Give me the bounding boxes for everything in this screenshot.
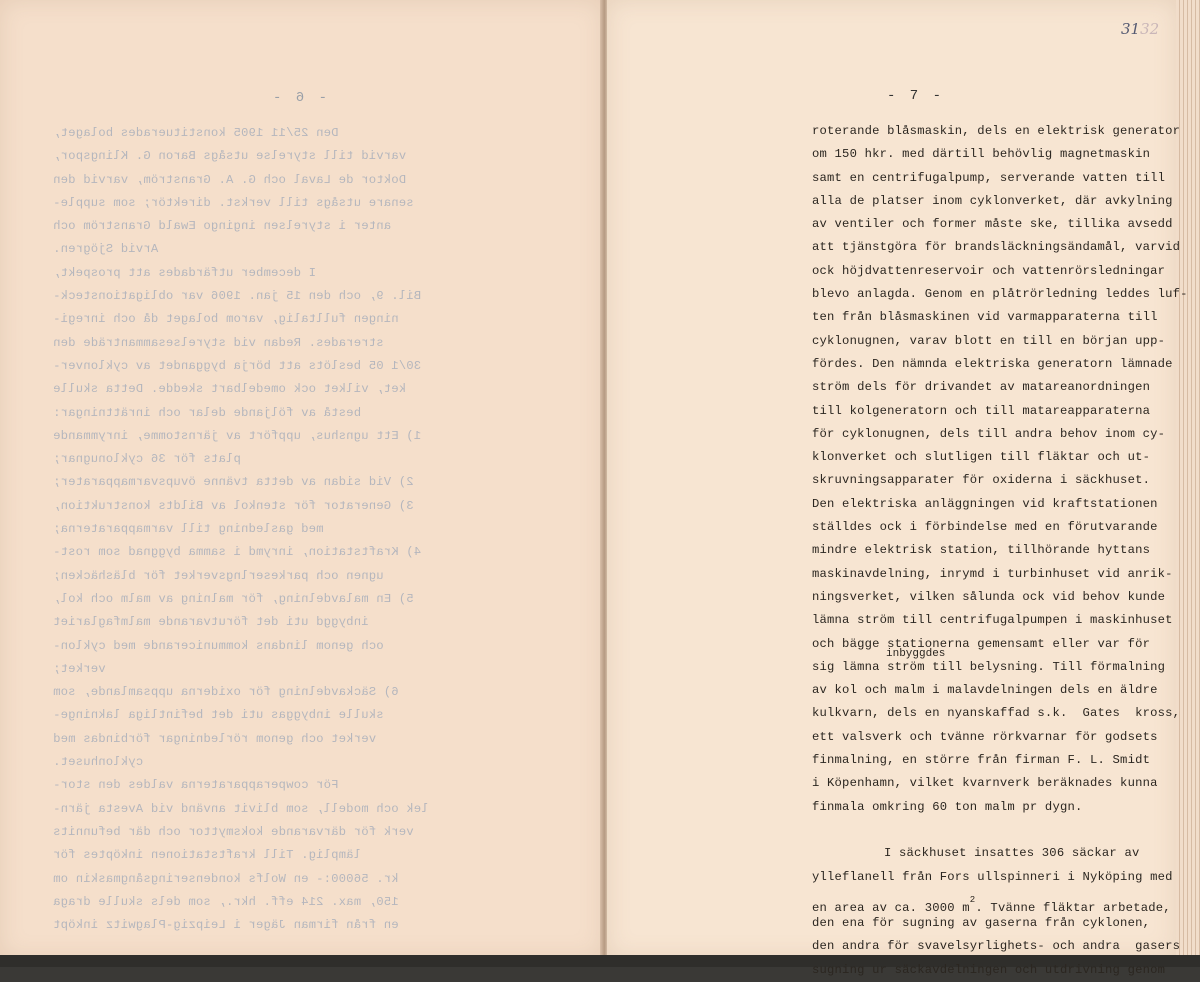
bleedthrough-line: inbyggd uti det förutvarande malmfaglariet bbox=[53, 615, 369, 630]
bleedthrough-line: cyklonhuset. bbox=[53, 755, 144, 770]
text-line: samt en centrifugalpump, serverande vatten till bbox=[812, 170, 1166, 185]
text-line: att tjänstgöra för brandsläckningsändamål, varvid bbox=[812, 240, 1181, 255]
bleedthrough-line: verket; bbox=[53, 661, 106, 676]
bleedthrough-line: 30/1 05 beslöts att börja byggandet av cyklonver- bbox=[53, 358, 422, 373]
bleedthrough-line: och genom lindans kommunicerande med cyklon- bbox=[53, 638, 384, 653]
text-line: den ena för sugning av gaserna från cyklonen, bbox=[812, 916, 1151, 931]
text-line: lämna ström till centrifugalpumpen i maskinhuset bbox=[812, 613, 1173, 628]
bleedthrough-line: verket och genom rörledningar förbindas med bbox=[53, 731, 377, 746]
right-page-number: - 7 - bbox=[887, 88, 945, 104]
bleedthrough-line: en från firman Jäger i Leipzig-Plagwitz inköpt bbox=[53, 918, 399, 933]
left-page-bleedthrough-text bbox=[53, 122, 553, 937]
right-page-text bbox=[812, 120, 1188, 982]
bleedthrough-line: 1) Ett ugnshus, uppfört av järnstomme, inrymmande bbox=[53, 428, 422, 443]
archive-mark-faint: 32 bbox=[1140, 20, 1160, 38]
text-line: om 150 hkr. med därtill behövlig magnetmaskin bbox=[812, 147, 1151, 162]
bleedthrough-line: verk för därvarande koksmyttor och där befunnits bbox=[53, 824, 414, 839]
bleedthrough-line: anter i styrelsen ingingo Ewald Granström och bbox=[53, 219, 392, 234]
bleedthrough-line: I december utfärdades att prospekt, bbox=[53, 265, 316, 280]
text-line: maskinavdelning, inrymd i turbinhuset vid anrik- bbox=[812, 566, 1173, 581]
text-line: den andra för svavelsyrlighets- och andra gasers bbox=[812, 939, 1181, 954]
text-line: roterande blåsmaskin, dels en elektrisk generator bbox=[812, 124, 1181, 138]
text-line: I säckhuset insattes 306 säckar av bbox=[884, 846, 1140, 861]
text-line: ock höjdvattenreservoir och vattenrörsledningar bbox=[812, 263, 1166, 278]
bleedthrough-line: 3) Generator för stenkol av Bildts konstruktion, bbox=[53, 498, 414, 513]
text-line: en area av ca. 3000 $m^2$. Tvänne fläktar arbetade, bbox=[812, 894, 1171, 915]
bleedthrough-line: 2) Vid sidan av detta tvänne övupsvarmapparater; bbox=[53, 475, 414, 490]
bleedthrough-line: ningen fulltalig, varom bolaget då och inregi- bbox=[53, 312, 399, 327]
bleedthrough-line: 5) En malavdelning, för malning av malm och kol, bbox=[53, 591, 414, 606]
text-line: ström dels för drivandet av matareanordningen bbox=[812, 380, 1151, 395]
bleedthrough-line: Doktor de Laval och G. A. Granström, varvid den bbox=[53, 172, 407, 187]
bleedthrough-line: ugnen och parkeserlngsverket för bläshäcken; bbox=[53, 568, 384, 583]
bleedthrough-line: kr. 56000:- en Wolfs kondenseringsångmaskin om bbox=[53, 871, 399, 886]
bleedthrough-line: 4) Kraftstation, inrymd i samma byggnad som rost- bbox=[53, 545, 422, 560]
left-page bbox=[0, 0, 603, 958]
bleedthrough-line: 150, max. 214 eff. hkr., som dels skulle draga bbox=[53, 894, 399, 909]
bleedthrough-line: med gasledning till varmapparaterna; bbox=[53, 522, 324, 537]
archive-page-mark bbox=[1121, 20, 1159, 38]
left-page-number: - 6 - bbox=[270, 90, 328, 106]
text-line: ylleflanell från Fors ullspinneri i Nyköping med bbox=[812, 869, 1173, 884]
text-line: finmalning, en större från firman F. L. Smidt bbox=[812, 753, 1151, 768]
text-line: sig lämna ström till belysning. Till förmalning bbox=[812, 659, 1166, 674]
bleedthrough-line: ket, vilket ock omedelbart skedde. Detta skulle bbox=[53, 382, 407, 397]
bleedthrough-line: Arvid Sjögren. bbox=[53, 242, 159, 257]
text-line: ett valsverk och tvänne rörkvarnar för godsets bbox=[812, 729, 1158, 744]
bleedthrough-line: För cowperapparaterna valdes den stor- bbox=[53, 778, 339, 793]
bleedthrough-line: bestå av följande delar och inrättningar: bbox=[53, 405, 362, 420]
text-line: av ventiler och former måste ske, tillika avsedd bbox=[812, 217, 1173, 232]
bleedthrough-line: plats för 36 cyklonugnar; bbox=[53, 452, 241, 467]
bleedthrough-line: varvid till styrelse utsågs Baron G. Klingspor, bbox=[53, 149, 407, 164]
text-line: mindre elektrisk station, tillhörande hyttans bbox=[812, 543, 1151, 558]
bleedthrough-line: 6) Säckavdelning för oxiderna uppsamlande, som bbox=[53, 685, 399, 700]
bleedthrough-line: strerades. Redan vid styrelsesammanträde den bbox=[53, 335, 384, 350]
text-line: fördes. Den nämnda elektriska generatorn lämnade bbox=[812, 356, 1173, 371]
text-line: blevo anlagda. Genom en plåtrörledning leddes luf- bbox=[812, 287, 1188, 302]
text-line: ställdes ock i förbindelse med en förutvarande bbox=[812, 520, 1158, 535]
text-line bbox=[812, 819, 1188, 842]
text-line: och bägge stationerna gemensamt eller var för bbox=[812, 636, 1151, 651]
bleedthrough-line: senare utsågs till verkst. direktör; som supple- bbox=[53, 195, 414, 210]
text-line: ten från blåsmaskinen vid varmapparaterna till bbox=[812, 310, 1158, 325]
bleedthrough-line: lek och modell, som blivit använd vid Avesta järn- bbox=[53, 801, 429, 816]
interlinear-insertion: inbyggdes bbox=[886, 648, 946, 660]
text-line: i Köpenhamn, vilket kvarnverk beräknades kunna bbox=[812, 776, 1158, 791]
bleedthrough-line: lämplig. Till kraftstationen inköptes för bbox=[53, 848, 362, 863]
text-line: Den elektriska anläggningen vid kraftstationen bbox=[812, 496, 1158, 511]
bleedthrough-line: Bil. 9, och den 15 jan. 1906 var obligationsteck- bbox=[53, 289, 422, 304]
text-line: till kolgeneratorn och till matareapparaterna bbox=[812, 403, 1151, 418]
text-line: skruvningsapparater för oxiderna i säckhuset. bbox=[812, 473, 1151, 488]
bleedthrough-line: Den 25/11 1905 konstituerades bolaget, bbox=[53, 126, 339, 140]
superscript-exponent: 2 bbox=[969, 894, 976, 905]
text-line: ningsverket, vilken sålunda ock vid behov kunde bbox=[812, 589, 1166, 604]
text-line: alla de platser inom cyklonverket, där avkylning bbox=[812, 193, 1173, 208]
text-line: sugning ur säckavdelningen och utdrivning genom bbox=[812, 962, 1166, 977]
text-line: av kol och malm i malavdelningen dels en äldre bbox=[812, 683, 1158, 698]
text-line: kulkvarn, dels en nyanskaffad s.k. Gates kross, bbox=[812, 706, 1181, 721]
text-line: cyklonugnen, varav blott en till en början upp- bbox=[812, 333, 1166, 348]
text-line: för cyklonugnen, dels till andra behov inom cy- bbox=[812, 426, 1166, 441]
bleedthrough-line: skulle inbyggas uti det befintliga lakninge- bbox=[53, 708, 384, 723]
text-line: finmala omkring 60 ton malm pr dygn. bbox=[812, 799, 1083, 814]
text-line: klonverket och slutligen till fläktar och ut- bbox=[812, 450, 1151, 465]
archive-mark-main: 31 bbox=[1121, 20, 1141, 38]
